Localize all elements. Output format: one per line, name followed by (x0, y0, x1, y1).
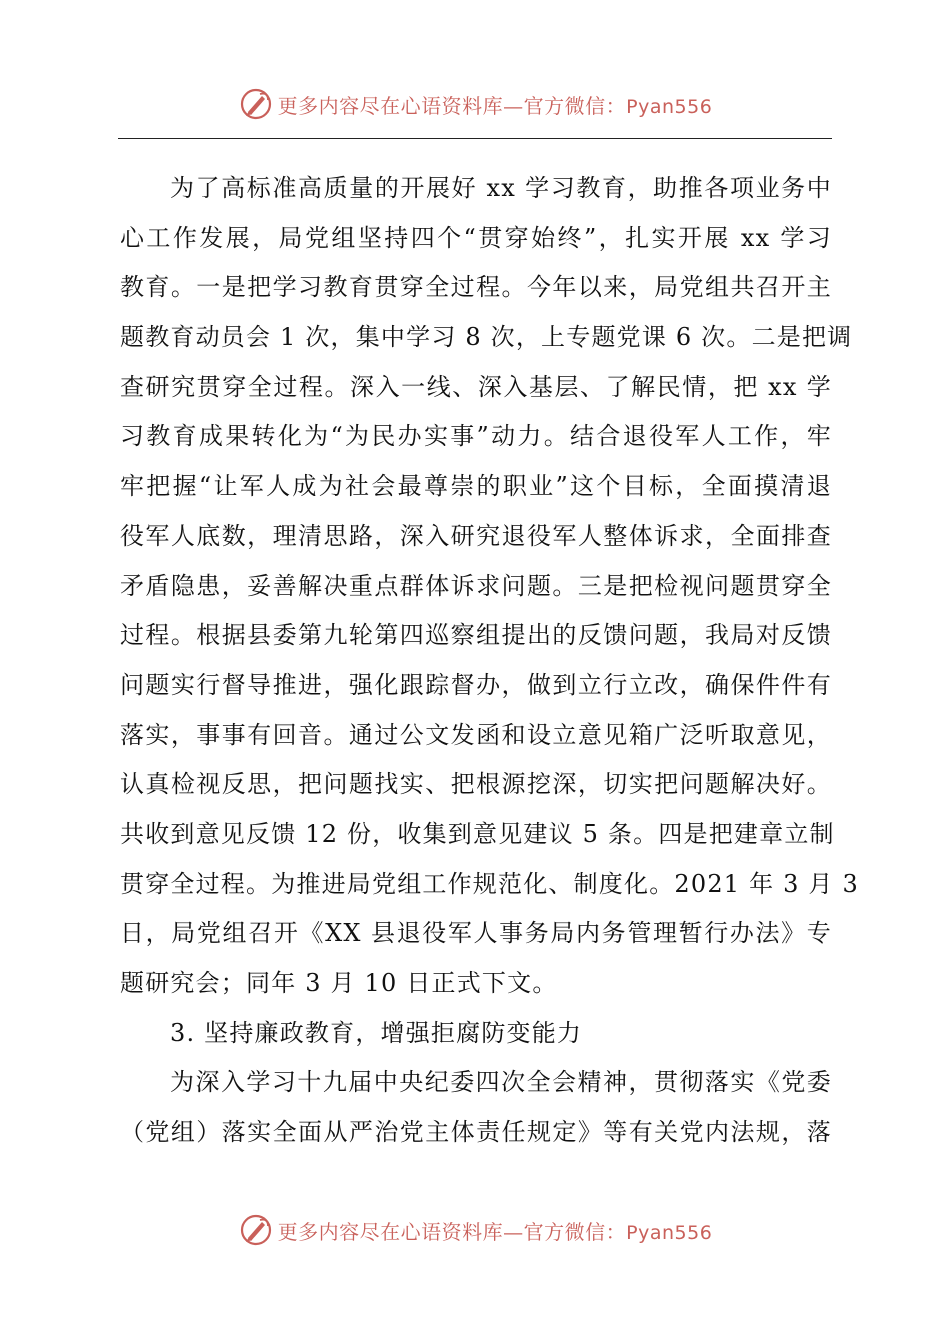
text-line: 贯穿全过程。为推进局党组工作规范化、制度化。2021 年 3 月 3 (120, 869, 859, 898)
pen-logo-icon (238, 86, 274, 122)
text-line: 过程。根据县委第九轮第四巡察组提出的反馈问题，我局对反馈 (120, 621, 832, 650)
header-banner-text: 更多内容尽在心语资料库—官方微信：Pyan556 (277, 93, 713, 118)
text-line: 题研究会；同年 3 月 10 日正式下文。 (120, 969, 558, 997)
text-line: （党组）落实全面从严治党主体责任规定》等有关党内法规，落 (120, 1118, 832, 1147)
text-line: 矛盾隐患，妥善解决重点群体诉求问题。三是把检视问题贯穿全 (120, 571, 832, 600)
paragraph-2 (120, 1058, 832, 1157)
text-line: 为深入学习十九届中央纪委四次全会精神，贯彻落实《党委 (170, 1068, 832, 1097)
text-line: 问题实行督导推进，强化跟踪督办，做到立行立改，确保件件有 (120, 670, 832, 699)
text-line: 习教育成果转化为“为民办实事”动力。结合退役军人工作，牢 (120, 422, 832, 451)
text-line: 牢把握“让军人成为社会最尊崇的职业”这个目标，全面摸清退 (120, 472, 832, 501)
footer-banner-text: 更多内容尽在心语资料库—官方微信：Pyan556 (277, 1219, 713, 1244)
text-line: 认真检视反思，把问题找实、把根源挖深，切实把问题解决好。 (120, 770, 832, 799)
paragraph-1 (120, 164, 859, 1009)
text-line: 题教育动员会 1 次，集中学习 8 次，上专题党课 6 次。二是把调 (120, 323, 853, 352)
section-heading-3: 3. 坚持廉政教育，增强拒腐防变能力 (170, 1018, 583, 1047)
pen-logo-icon (238, 1212, 274, 1248)
text-line: 共收到意见反馈 12 份，收集到意见建议 5 条。四是把建章立制 (120, 819, 835, 848)
document-body (120, 164, 859, 1158)
header-divider (118, 138, 832, 139)
text-line: 查研究贯穿全过程。深入一线、深入基层、了解民情，把 xx 学 (120, 372, 832, 401)
text-line: 心工作发展，局党组坚持四个“贯穿始终”，扎实开展 xx 学习 (120, 223, 832, 252)
text-line: 落实，事事有回音。通过公文发函和设立意见箱广泛听取意见， (120, 720, 832, 749)
text-line: 教育。一是把学习教育贯穿全过程。今年以来，局党组共召开主 (120, 273, 832, 302)
text-line: 日，局党组召开《XX 县退役军人事务局内务管理暂行办法》专 (120, 919, 832, 948)
footer-watermark-banner (0, 1210, 950, 1250)
header-watermark-banner (0, 84, 950, 124)
text-line: 为了高标准高质量的开展好 xx 学习教育，助推各项业务中 (170, 174, 832, 202)
text-line: 役军人底数，理清思路，深入研究退役军人整体诉求，全面排查 (120, 521, 832, 550)
